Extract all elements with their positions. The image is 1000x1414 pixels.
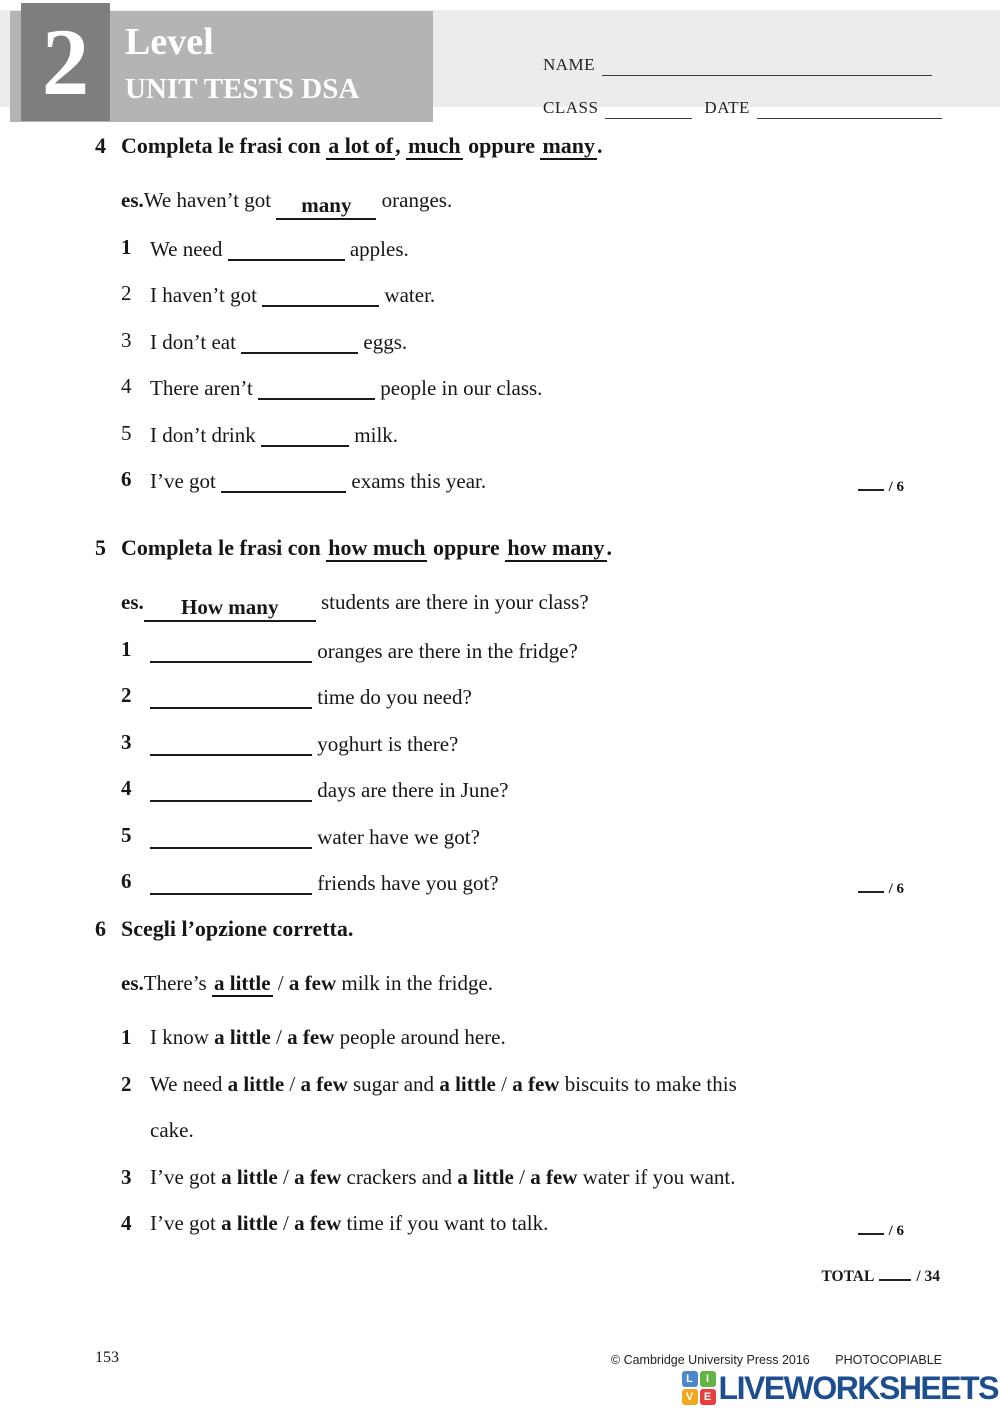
score-text: / 6 bbox=[888, 1223, 904, 1240]
item-number: 3 bbox=[121, 729, 132, 754]
score-line[interactable] bbox=[858, 478, 884, 491]
answer-blank[interactable] bbox=[150, 776, 312, 802]
text-segment: / bbox=[513, 1164, 531, 1189]
text-segment: oranges are there in the fridge? bbox=[312, 638, 578, 663]
logo-tile-i: I bbox=[700, 1371, 716, 1387]
text-segment: There’s bbox=[143, 970, 212, 995]
text-segment: I haven’t got bbox=[150, 283, 263, 308]
text-segment: time if you want to talk. bbox=[341, 1211, 549, 1236]
item-text bbox=[150, 1211, 548, 1235]
item-text bbox=[150, 467, 486, 493]
item-text bbox=[150, 869, 499, 895]
text-segment: friends have you got? bbox=[312, 871, 499, 896]
level-title: Level bbox=[125, 21, 214, 63]
text-segment: much bbox=[408, 133, 461, 158]
item-text bbox=[150, 1165, 736, 1189]
text-segment: I know bbox=[150, 1025, 215, 1050]
item-row bbox=[121, 776, 940, 823]
name-label: NAME bbox=[543, 55, 596, 74]
item-row bbox=[121, 730, 940, 777]
example-text bbox=[144, 188, 452, 220]
text-segment: a few bbox=[294, 1211, 342, 1236]
text-segment: a little bbox=[439, 1071, 496, 1096]
text-segment: students are there in your class? bbox=[315, 590, 589, 615]
text-segment: a few bbox=[294, 1164, 342, 1189]
logo-tile-l: L bbox=[682, 1371, 698, 1387]
text-segment: Completa le frasi con bbox=[121, 534, 327, 560]
answer-blank[interactable] bbox=[150, 683, 312, 709]
item-row bbox=[121, 235, 940, 282]
score-line[interactable] bbox=[858, 1222, 884, 1235]
text-segment: We need bbox=[150, 1071, 228, 1096]
text-segment: yoghurt is there? bbox=[312, 731, 459, 756]
text-segment: milk. bbox=[349, 422, 399, 447]
text-segment: a lot of bbox=[328, 133, 394, 158]
exercise-number: 5 bbox=[95, 534, 106, 560]
text-segment: / bbox=[284, 1071, 301, 1096]
item-row bbox=[121, 1211, 940, 1258]
item-number: 5 bbox=[121, 420, 132, 445]
item-number: 3 bbox=[121, 327, 132, 352]
text-segment: There aren’t bbox=[150, 376, 259, 401]
liveworksheets-logo[interactable] bbox=[682, 1371, 998, 1405]
text-segment: a few bbox=[512, 1071, 560, 1096]
text-segment: a few bbox=[288, 970, 337, 995]
exercise-title bbox=[121, 133, 603, 158]
example-row bbox=[121, 971, 940, 1018]
item-number: 4 bbox=[121, 1211, 132, 1236]
item-text bbox=[150, 421, 398, 447]
answer-blank[interactable] bbox=[228, 235, 345, 261]
item-row bbox=[121, 281, 940, 328]
text-segment: , bbox=[395, 133, 407, 158]
text-segment: people in our class. bbox=[375, 376, 543, 401]
example-label: es. bbox=[121, 188, 144, 213]
item-number: 2 bbox=[121, 1071, 132, 1096]
logo-tile-v: V bbox=[682, 1389, 698, 1405]
name-row bbox=[543, 33, 942, 76]
name-line[interactable] bbox=[602, 58, 932, 76]
item-row bbox=[121, 1165, 940, 1212]
date-line[interactable] bbox=[757, 101, 942, 119]
exercise-heading bbox=[95, 535, 940, 560]
text-segment: biscuits to make this bbox=[559, 1071, 737, 1096]
text-segment: water. bbox=[379, 283, 436, 308]
exercise-title bbox=[121, 916, 353, 941]
class-label: CLASS bbox=[543, 98, 599, 117]
text-segment: oranges. bbox=[376, 188, 453, 213]
item-number: 2 bbox=[121, 281, 132, 306]
answer-blank[interactable] bbox=[150, 730, 312, 756]
copyright-line bbox=[611, 1353, 942, 1367]
item-text bbox=[150, 823, 480, 849]
text-segment: a little bbox=[213, 970, 271, 995]
text-segment: a little bbox=[214, 1025, 271, 1050]
text-segment: time do you need? bbox=[312, 685, 472, 710]
text-segment: I’ve got bbox=[150, 1164, 222, 1189]
item-row bbox=[121, 683, 940, 730]
exercise-number: 6 bbox=[95, 915, 106, 941]
page-number: 153 bbox=[95, 1349, 119, 1366]
exercise-number: 4 bbox=[95, 133, 106, 158]
text-segment: Completa le frasi con bbox=[121, 133, 327, 158]
text-segment: oppure bbox=[427, 534, 506, 560]
exercise-5 bbox=[95, 535, 940, 916]
example-text bbox=[144, 971, 493, 995]
text-segment: a few bbox=[300, 1071, 348, 1096]
item-row bbox=[121, 869, 940, 916]
exercises-container bbox=[95, 133, 940, 1286]
item-number: 1 bbox=[121, 1025, 132, 1050]
exercise-4 bbox=[95, 133, 940, 514]
text-segment: . bbox=[606, 534, 613, 560]
text-segment: many bbox=[542, 133, 596, 158]
answer-blank[interactable]: many bbox=[276, 194, 376, 220]
item-row bbox=[121, 637, 940, 684]
text-segment: a little bbox=[221, 1211, 278, 1236]
text-segment: oppure bbox=[462, 133, 541, 158]
item-row bbox=[121, 823, 940, 870]
item-number: 1 bbox=[121, 234, 132, 259]
text-segment: exams this year. bbox=[346, 469, 487, 494]
example-row bbox=[121, 590, 940, 637]
copyright-text: © Cambridge University Press 2016 bbox=[610, 1353, 810, 1367]
logo-tile-grid bbox=[682, 1371, 716, 1405]
class-line[interactable] bbox=[605, 101, 692, 119]
logo-tile-e: E bbox=[700, 1389, 716, 1405]
text-segment: / bbox=[277, 1211, 295, 1236]
item-list bbox=[121, 235, 940, 514]
exercise-body bbox=[121, 971, 940, 1258]
text-segment: We need bbox=[150, 236, 228, 261]
example-label: es. bbox=[121, 590, 144, 615]
logo-wordmark: LIVEWORKSHEETS bbox=[718, 1370, 998, 1406]
item-number: 4 bbox=[121, 776, 132, 801]
item-row bbox=[121, 421, 940, 468]
item-text-line bbox=[150, 1118, 737, 1165]
text-segment: I’ve got bbox=[150, 469, 222, 494]
item-text bbox=[150, 637, 578, 663]
item-number: 5 bbox=[121, 822, 132, 847]
exercise-body bbox=[121, 590, 940, 916]
text-segment: We haven’t got bbox=[143, 188, 277, 213]
text-segment: a few bbox=[287, 1025, 335, 1050]
exercise-heading bbox=[95, 133, 940, 158]
text-segment: how many bbox=[507, 534, 605, 560]
text-segment: . bbox=[597, 133, 603, 158]
item-text bbox=[150, 1025, 506, 1049]
item-text bbox=[150, 328, 407, 354]
item-number: 6 bbox=[121, 467, 132, 492]
exercise-title bbox=[121, 535, 612, 560]
answer-blank[interactable]: How many bbox=[144, 596, 316, 622]
text-segment: sugar and bbox=[347, 1071, 440, 1096]
text-segment: / bbox=[272, 970, 289, 995]
text-segment: I don’t drink bbox=[150, 422, 262, 447]
item-text bbox=[150, 730, 458, 756]
total-score-line[interactable] bbox=[879, 1268, 911, 1281]
exercise-body bbox=[121, 188, 940, 514]
answer-blank[interactable] bbox=[262, 281, 379, 307]
exercise-heading bbox=[95, 916, 940, 941]
item-list bbox=[121, 637, 940, 916]
total-label: TOTAL bbox=[821, 1267, 875, 1285]
item-row bbox=[121, 374, 940, 421]
item-number: 2 bbox=[121, 683, 132, 708]
item-text bbox=[150, 1072, 737, 1165]
text-segment: cake. bbox=[150, 1118, 194, 1143]
text-segment: water have we got? bbox=[312, 824, 480, 849]
item-row bbox=[121, 1072, 940, 1165]
answer-blank[interactable] bbox=[150, 869, 312, 895]
text-segment: crackers and bbox=[341, 1164, 458, 1189]
item-text bbox=[150, 776, 509, 802]
score-text: / 6 bbox=[888, 479, 904, 496]
item-row bbox=[121, 467, 940, 514]
item-text bbox=[150, 235, 409, 261]
item-row bbox=[121, 1025, 940, 1072]
item-text bbox=[150, 281, 435, 307]
class-date-row bbox=[543, 76, 942, 119]
text-segment: a little bbox=[457, 1164, 514, 1189]
text-segment: water if you want. bbox=[577, 1164, 736, 1189]
text-segment: eggs. bbox=[358, 329, 408, 354]
example-label: es. bbox=[121, 970, 144, 995]
text-segment: a little bbox=[227, 1071, 285, 1096]
item-text bbox=[150, 683, 472, 709]
item-row bbox=[121, 328, 940, 375]
text-segment: / bbox=[277, 1164, 295, 1189]
item-number: 1 bbox=[121, 636, 132, 661]
item-number: 6 bbox=[121, 869, 132, 894]
level-number: 2 bbox=[21, 3, 110, 121]
text-segment: milk in the fridge. bbox=[336, 970, 494, 995]
text-segment: I don’t eat bbox=[150, 329, 242, 354]
date-label: DATE bbox=[704, 98, 750, 117]
item-number: 3 bbox=[121, 1164, 132, 1189]
text-segment: a few bbox=[530, 1164, 578, 1189]
exercise-6 bbox=[95, 916, 940, 1258]
score-badge bbox=[858, 1222, 904, 1240]
text-segment: days are there in June? bbox=[312, 778, 509, 803]
item-text bbox=[150, 374, 542, 400]
photocopiable-label: PHOTOCOPIABLE bbox=[835, 1353, 942, 1367]
text-segment: Scegli l’opzione corretta. bbox=[121, 915, 354, 941]
text-segment: people around here. bbox=[334, 1025, 506, 1050]
text-segment: apples. bbox=[344, 236, 409, 261]
score-badge bbox=[858, 478, 904, 496]
level-subtitle: UNIT TESTS DSA bbox=[125, 73, 360, 105]
item-number: 4 bbox=[121, 374, 132, 399]
score-line[interactable] bbox=[858, 880, 884, 893]
identity-fields bbox=[543, 33, 942, 119]
answer-blank[interactable] bbox=[221, 467, 346, 493]
total-score: / 34 bbox=[916, 1267, 940, 1285]
text-segment: I’ve got bbox=[150, 1211, 222, 1236]
answer-blank[interactable] bbox=[241, 328, 358, 354]
answer-blank[interactable] bbox=[261, 421, 349, 447]
item-text-line bbox=[150, 1072, 737, 1119]
score-text: / 6 bbox=[888, 881, 904, 898]
text-segment: / bbox=[495, 1071, 513, 1096]
answer-blank[interactable] bbox=[150, 823, 312, 849]
score-badge bbox=[858, 880, 904, 898]
text-segment: / bbox=[270, 1025, 288, 1050]
item-list bbox=[121, 1025, 940, 1258]
total-row bbox=[95, 1268, 940, 1286]
text-segment: how much bbox=[328, 534, 426, 560]
answer-blank[interactable] bbox=[258, 374, 375, 400]
example-row bbox=[121, 188, 940, 235]
answer-blank[interactable] bbox=[150, 637, 312, 663]
text-segment: a little bbox=[221, 1164, 278, 1189]
example-text bbox=[144, 590, 589, 622]
